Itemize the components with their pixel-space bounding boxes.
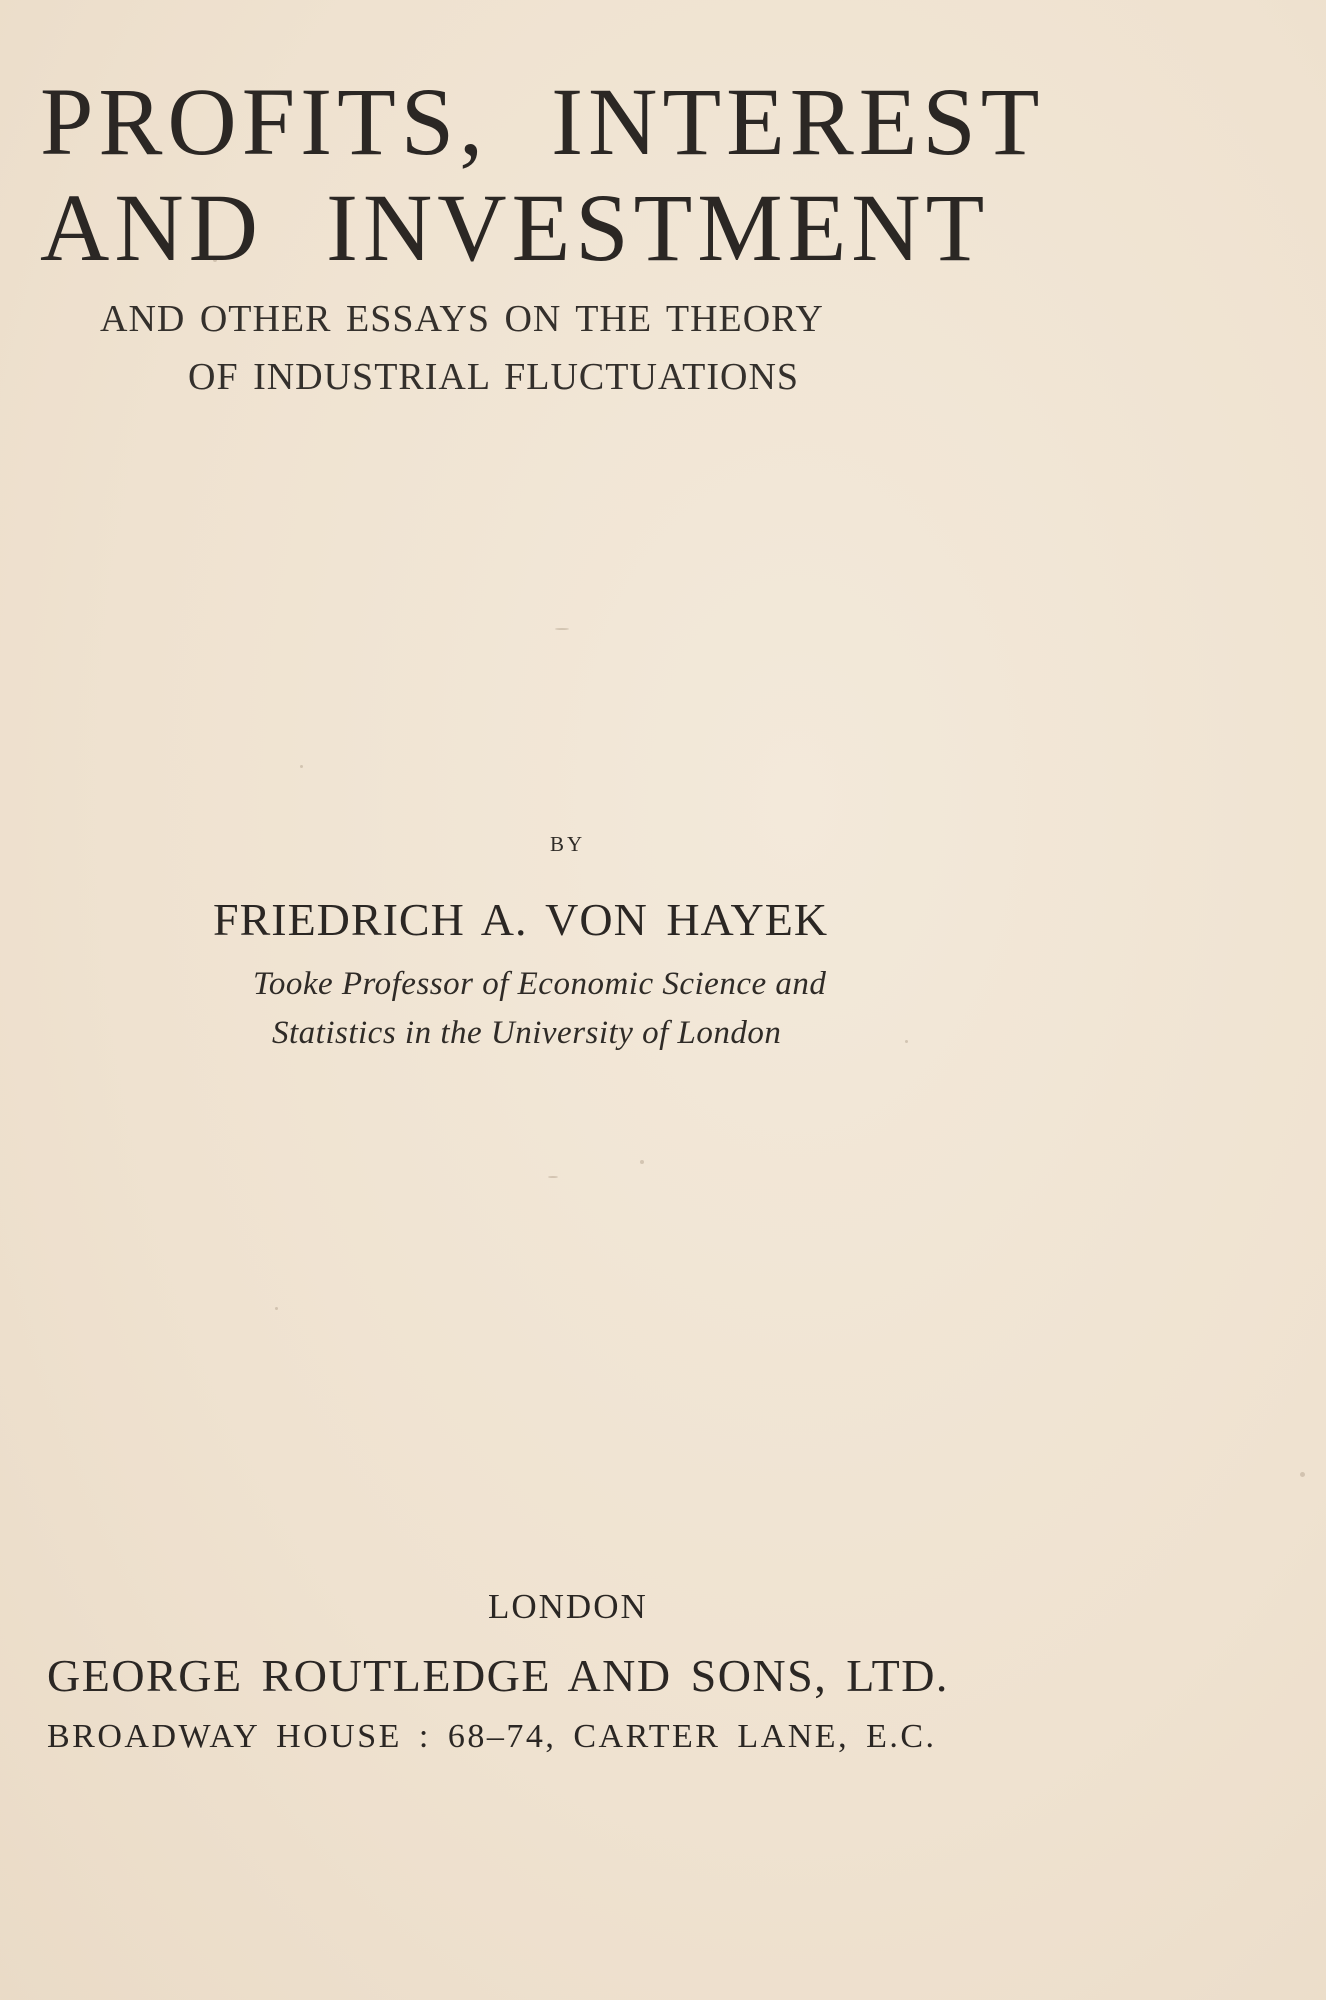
author-name: FRIEDRICH A. VON HAYEK — [213, 894, 829, 945]
imprint-city: LONDON — [488, 1587, 648, 1626]
paper-speck — [275, 1307, 278, 1310]
book-title-line-1: PROFITS, INTEREST — [40, 68, 1045, 175]
paper-speck — [300, 765, 303, 768]
subtitle-line-1: AND OTHER ESSAYS ON THE THEORY — [100, 298, 824, 340]
paper-speck — [548, 1176, 558, 1178]
paper-speck — [1300, 1472, 1305, 1477]
imprint-address: BROADWAY HOUSE : 68–74, CARTER LANE, E.C. — [47, 1718, 937, 1755]
imprint-publisher: GEORGE ROUTLEDGE AND SONS, LTD. — [47, 1650, 949, 1701]
paper-speck — [640, 1160, 644, 1164]
by-label: BY — [550, 832, 586, 856]
author-affiliation-line-1: Tooke Professor of Economic Science and — [253, 966, 827, 1002]
paper-speck — [905, 1040, 908, 1043]
subtitle-line-2: OF INDUSTRIAL FLUCTUATIONS — [188, 356, 800, 398]
author-affiliation-line-2: Statistics in the University of London — [272, 1015, 782, 1051]
book-title-line-2: AND INVESTMENT — [40, 174, 990, 281]
paper-speck — [555, 628, 569, 630]
